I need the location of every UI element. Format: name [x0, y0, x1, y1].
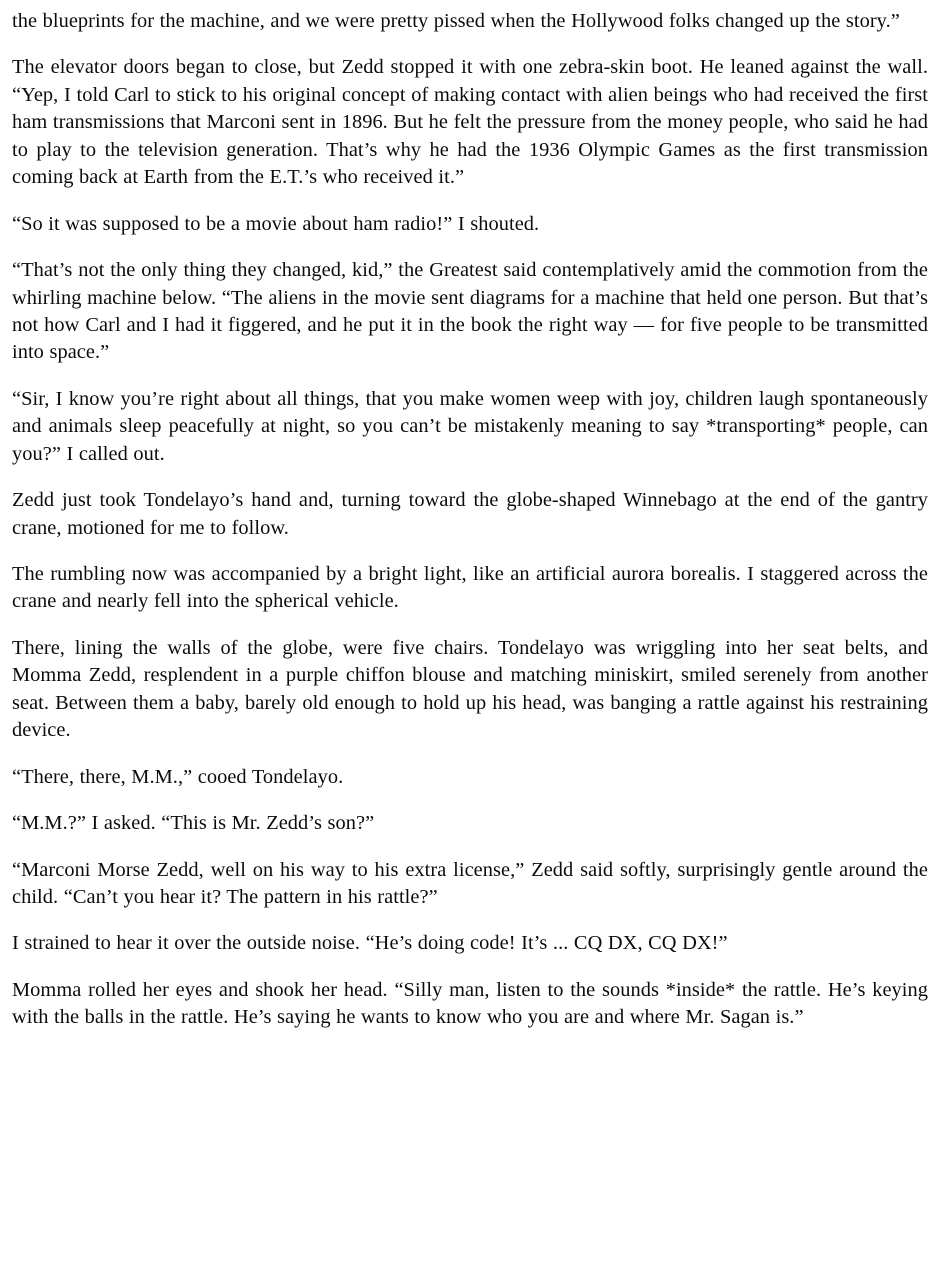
- paragraph: There, lining the walls of the globe, were five chairs. Tondelayo was wriggling into her seat belts, and Momma Zedd, resplendent in a purple chiffon blouse and matching miniskirt, smiled serenely from another seat. Between them a baby, barely old enough to hold up his head, was banging a rattle against his restraining device.: [12, 636, 928, 742]
- paragraph: “There, there, M.M.,” cooed Tondelayo.: [12, 765, 344, 788]
- paragraph: Momma rolled her eyes and shook her head. “Silly man, listen to the sounds *inside* the rattle. He’s keying with the balls in the rattle. He’s saying he wants to know who you are and where Mr. Sagan is.”: [12, 978, 928, 1029]
- paragraph: “Marconi Morse Zedd, well on his way to his extra license,” Zedd said softly, surprisingly gentle around the child. “Can’t you hear it? The pattern in his rattle?”: [12, 858, 928, 908]
- paragraph: I strained to hear it over the outside noise. “He’s doing code! It’s ... CQ DX, CQ DX!”: [12, 932, 728, 955]
- paragraph: Zedd just took Tondelayo’s hand and, turning toward the globe-shaped Winnebago at the end of the gantry crane, motioned for me to follow.: [12, 489, 928, 539]
- paragraph: “That’s not the only thing they changed, kid,” the Greatest said contemplatively amid the commotion from the whirling machine below. “The aliens in the movie sent diagrams for a machine that held one person. But that’s not how Carl and I had it figgered, and he put it in the book the right way — for five people to be transmitted into space.”: [12, 259, 928, 364]
- paragraph: “M.M.?” I asked. “This is Mr. Zedd’s son?”: [12, 812, 375, 835]
- paragraph: The rumbling now was accompanied by a bright light, like an artificial aurora borealis. I staggered across the crane and nearly fell into the spherical vehicle.: [12, 563, 928, 613]
- paragraph: “Sir, I know you’re right about all things, that you make women weep with joy, children laugh spontaneously and animals sleep peacefully at night, so you can’t be mistakenly meaning to say *transporting* people, can you?” I called out.: [12, 387, 928, 465]
- paragraph: the blueprints for the machine, and we were pretty pissed when the Hollywood folks changed up the story.”: [12, 10, 900, 32]
- paragraph: “So it was supposed to be a movie about ham radio!” I shouted.: [12, 212, 540, 235]
- paragraph: The elevator doors began to close, but Zedd stopped it with one zebra-skin boot. He leaned against the wall. “Yep, I told Carl to stick to his original concept of making contact with alien beings who had received the first ham transmissions that Marconi sent in 1896. But he felt the pressure from the money people, who said he had to play to the television generation. That’s why he had the 1936 Olympic Games as the first transmission coming back at Earth from the E.T.’s who received it.”: [12, 56, 928, 189]
